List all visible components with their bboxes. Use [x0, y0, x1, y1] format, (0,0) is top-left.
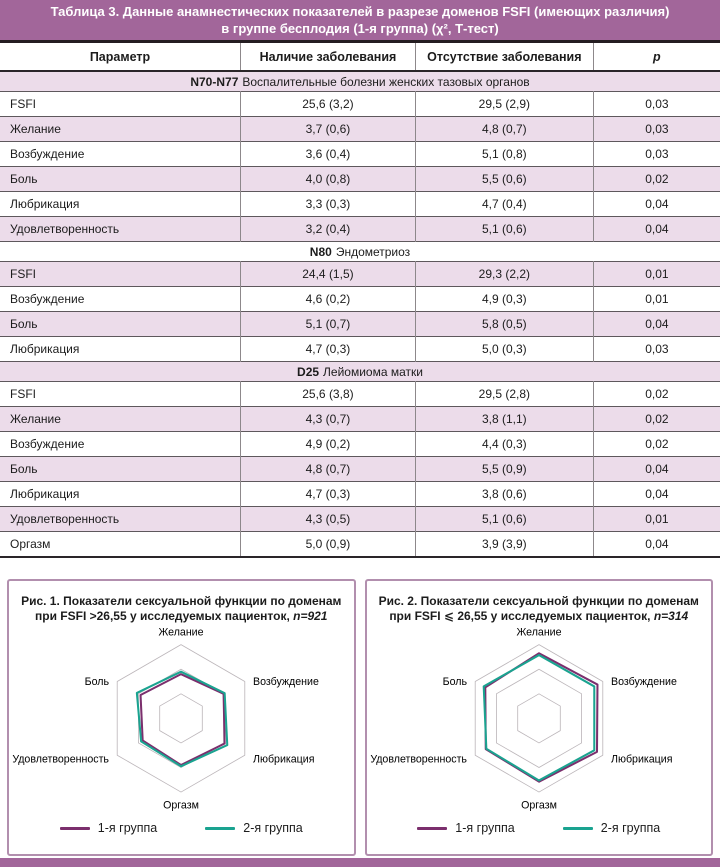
value-cell: 3,9 (3,9): [415, 532, 593, 558]
section-header-row: [0, 362, 720, 382]
radar-axis-label: Оргазм: [163, 799, 200, 812]
value-cell: 5,1 (0,6): [415, 217, 593, 242]
radar-axis-label: Оргазм: [520, 799, 557, 812]
radar-gridline: [517, 694, 560, 743]
value-cell: 0,04: [593, 312, 720, 337]
table-header-row: [0, 43, 720, 71]
value-cell: 5,5 (0,6): [415, 167, 593, 192]
radar-chart-1: [9, 625, 353, 815]
radar-gridline: [160, 694, 203, 743]
figure-2-n-count: n=314: [653, 609, 689, 623]
parameter-cell: Любрикация: [10, 197, 80, 211]
radar-axis-label: Удовлетворенность: [12, 753, 110, 766]
parameter-cell: Удовлетворенность: [10, 222, 120, 236]
section-header-row: [0, 71, 720, 92]
value-cell: 29,5 (2,8): [415, 382, 593, 407]
parameter-cell: Любрикация: [10, 342, 80, 356]
value-cell: 0,04: [593, 217, 720, 242]
legend-item-group2: [205, 821, 302, 835]
figure-1-legend: [9, 821, 354, 835]
value-cell: 4,3 (0,7): [240, 407, 415, 432]
figures-row: [0, 579, 720, 856]
figure-1-title-line1: Рис. 1. Показатели сексуальной функции по доменам: [21, 594, 342, 608]
radar-axis-label: Любрикация: [253, 753, 315, 766]
value-cell: 4,4 (0,3): [415, 432, 593, 457]
radar-series-line: [485, 653, 597, 781]
parameter-cell: Желание: [10, 122, 61, 136]
table-row: [0, 337, 720, 362]
value-cell: 5,0 (0,3): [415, 337, 593, 362]
table-row: [0, 287, 720, 312]
section-name: Эндометриоз: [335, 244, 411, 259]
figure-2-title-line1: Рис. 2. Показатели сексуальной функции по доменам: [378, 594, 699, 608]
column-header-p: p: [593, 43, 720, 71]
value-cell: 3,8 (1,1): [415, 407, 593, 432]
value-cell: 5,1 (0,7): [240, 312, 415, 337]
legend-label-group2: 2-я группа: [600, 821, 661, 835]
parameter-cell: Желание: [10, 412, 61, 426]
radar-axis-label: Удовлетворенность: [370, 753, 467, 766]
value-cell: 25,6 (3,8): [240, 382, 415, 407]
value-cell: 29,5 (2,9): [415, 92, 593, 117]
radar-chart-2: [367, 625, 711, 815]
table-row: [0, 432, 720, 457]
column-header-presence: Наличие заболевания: [240, 43, 415, 71]
value-cell: 0,02: [593, 432, 720, 457]
value-cell: 5,1 (0,6): [415, 507, 593, 532]
value-cell: 3,8 (0,6): [415, 482, 593, 507]
group1-line-swatch: [417, 827, 447, 830]
parameter-cell: FSFI: [10, 267, 36, 281]
legend-item-group2: [563, 821, 660, 835]
parameter-cell: FSFI: [10, 97, 36, 111]
figure-1-box: [7, 579, 356, 856]
table-row: [0, 217, 720, 242]
legend-label-group1: 1-я группа: [455, 821, 515, 835]
radar-axis-label: Боль: [442, 675, 467, 688]
figure-2-title: [367, 594, 712, 624]
parameter-cell: Боль: [10, 317, 38, 331]
value-cell: 3,2 (0,4): [240, 217, 415, 242]
table-row: [0, 507, 720, 532]
group2-line-swatch: [205, 827, 235, 830]
value-cell: 4,8 (0,7): [415, 117, 593, 142]
table-row: [0, 312, 720, 337]
radar-axis-label: Возбуждение: [253, 675, 320, 688]
parameter-cell: Возбуждение: [10, 147, 85, 161]
value-cell: 3,6 (0,4): [240, 142, 415, 167]
value-cell: 5,8 (0,5): [415, 312, 593, 337]
parameter-cell: Удовлетворенность: [10, 512, 120, 526]
value-cell: 29,3 (2,2): [415, 262, 593, 287]
section-code: N70-N77: [190, 74, 239, 89]
parameter-cell: Возбуждение: [10, 292, 85, 306]
table-row: [0, 262, 720, 287]
radar-axis-label: Любрикация: [610, 753, 673, 766]
value-cell: 0,01: [593, 507, 720, 532]
parameter-cell: Боль: [10, 462, 38, 476]
value-cell: 0,04: [593, 457, 720, 482]
table-row: [0, 482, 720, 507]
parameter-cell: FSFI: [10, 387, 36, 401]
table-title-line2: в группе бесплодия (1-я группа) (χ², Т-тест): [221, 21, 499, 36]
value-cell: 3,7 (0,6): [240, 117, 415, 142]
value-cell: 0,03: [593, 142, 720, 167]
section-header-row: [0, 242, 720, 262]
radar-gridline: [475, 645, 603, 792]
value-cell: 4,3 (0,5): [240, 507, 415, 532]
parameter-cell: Боль: [10, 172, 38, 186]
value-cell: 0,01: [593, 262, 720, 287]
legend-item-group1: [60, 821, 157, 835]
radar-axis-label: Желание: [516, 626, 562, 639]
value-cell: 0,01: [593, 287, 720, 312]
table-body: [0, 71, 720, 557]
value-cell: 4,0 (0,8): [240, 167, 415, 192]
legend-item-group1: [417, 821, 514, 835]
group1-line-swatch: [60, 827, 90, 830]
value-cell: 3,3 (0,3): [240, 192, 415, 217]
value-cell: 0,04: [593, 532, 720, 558]
section-code: N80: [309, 244, 332, 259]
value-cell: 0,03: [593, 337, 720, 362]
bottom-accent-strip: [0, 858, 720, 867]
column-header-parameter: Параметр: [0, 43, 240, 71]
value-cell: 5,0 (0,9): [240, 532, 415, 558]
value-cell: 0,04: [593, 192, 720, 217]
value-cell: 5,1 (0,8): [415, 142, 593, 167]
table-title-line1: Таблица 3. Данные анамнестических показателей в разрезе доменов FSFI (имеющих различия): [50, 4, 670, 19]
parameter-cell: Возбуждение: [10, 437, 85, 451]
value-cell: 4,7 (0,3): [240, 337, 415, 362]
radar-axis-label: Возбуждение: [610, 675, 677, 688]
radar-axis-label: Боль: [84, 675, 110, 688]
value-cell: 4,7 (0,4): [415, 192, 593, 217]
legend-label-group1: 1-я группа: [97, 821, 158, 835]
table-row: [0, 92, 720, 117]
column-header-absence: Отсутствие заболевания: [415, 43, 593, 71]
figure-1-n-count: n=921: [293, 609, 328, 623]
value-cell: 0,02: [593, 382, 720, 407]
radar-series-line: [137, 672, 227, 767]
group2-line-swatch: [563, 827, 593, 830]
value-cell: 0,03: [593, 117, 720, 142]
table-row: [0, 457, 720, 482]
section-name: Лейомиома матки: [323, 364, 423, 379]
value-cell: 4,8 (0,7): [240, 457, 415, 482]
figure-1-title: [9, 594, 354, 624]
legend-label-group2: 2-я группа: [243, 821, 303, 835]
value-cell: 25,6 (3,2): [240, 92, 415, 117]
parameter-cell: Оргазм: [10, 537, 51, 551]
value-cell: 4,6 (0,2): [240, 287, 415, 312]
value-cell: 4,9 (0,2): [240, 432, 415, 457]
value-cell: 4,7 (0,3): [240, 482, 415, 507]
section-name: Воспалительные болезни женских тазовых органов: [242, 74, 530, 89]
table-row: [0, 167, 720, 192]
radar-axis-label: Желание: [158, 626, 204, 639]
table-row: [0, 532, 720, 558]
value-cell: 5,5 (0,9): [415, 457, 593, 482]
table-row: [0, 142, 720, 167]
table-row: [0, 117, 720, 142]
table-row: [0, 407, 720, 432]
value-cell: 0,02: [593, 167, 720, 192]
table-row: [0, 382, 720, 407]
figure-2-box: [365, 579, 714, 856]
value-cell: 0,03: [593, 92, 720, 117]
figure-1-title-line2: при FSFI >26,55 у исследуемых пациенток, n=921: [35, 609, 328, 623]
value-cell: 4,9 (0,3): [415, 287, 593, 312]
value-cell: 24,4 (1,5): [240, 262, 415, 287]
radar-gridline: [496, 669, 581, 767]
parameter-cell: Любрикация: [10, 487, 80, 501]
figure-2-title-line2: при FSFI ⩽ 26,55 у исследуемых пациенток, n=314: [389, 609, 689, 623]
value-cell: 0,02: [593, 407, 720, 432]
data-table: [0, 43, 720, 558]
figure-2-legend: [367, 821, 712, 835]
table-row: [0, 192, 720, 217]
table-title-bar: [0, 0, 720, 43]
value-cell: 0,04: [593, 482, 720, 507]
section-code: D25: [297, 364, 320, 379]
